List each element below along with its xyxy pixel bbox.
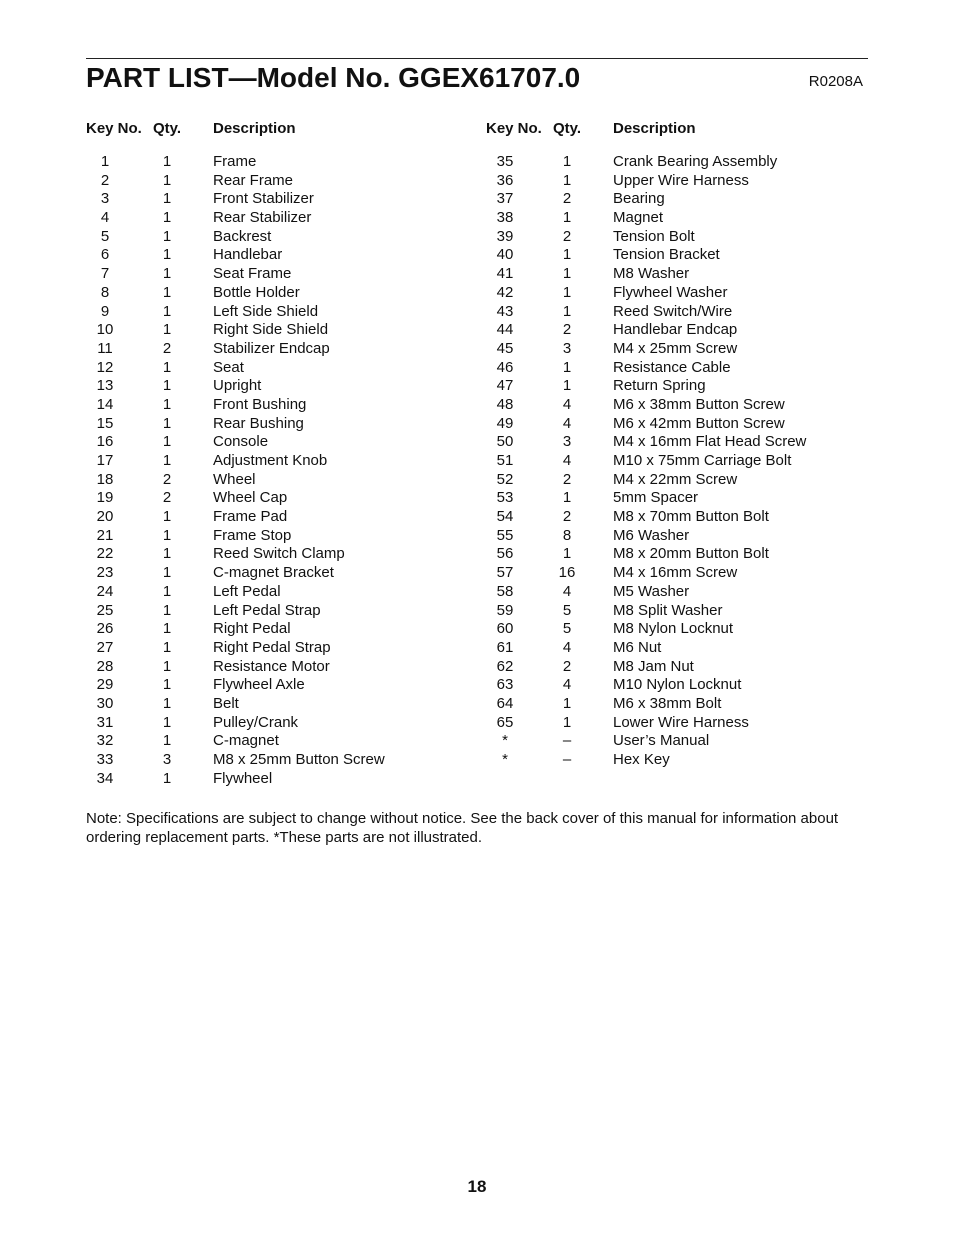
part-key-no: 25 bbox=[96, 601, 114, 619]
part-description: Seat Frame bbox=[213, 265, 292, 283]
part-key-no: 61 bbox=[496, 638, 514, 656]
part-description: Seat bbox=[213, 358, 244, 376]
part-qty: 1 bbox=[162, 638, 172, 656]
part-key-no: 11 bbox=[97, 339, 113, 357]
part-qty: 1 bbox=[562, 489, 572, 507]
part-qty: 1 bbox=[162, 769, 172, 787]
table-row bbox=[86, 452, 466, 471]
table-row bbox=[86, 209, 466, 228]
table-row bbox=[86, 620, 466, 639]
part-description: Left Pedal bbox=[213, 582, 281, 600]
part-qty: 1 bbox=[162, 564, 172, 582]
table-row bbox=[486, 489, 866, 508]
part-description: Frame bbox=[213, 153, 257, 170]
part-key-no: 40 bbox=[496, 246, 514, 264]
part-key-no: 18 bbox=[96, 470, 114, 488]
part-description: Handlebar bbox=[213, 246, 283, 264]
part-description: Bearing bbox=[613, 190, 665, 208]
part-description: Right Pedal bbox=[213, 620, 291, 638]
header-key-no: Key No. bbox=[486, 120, 542, 137]
part-qty: 1 bbox=[162, 526, 172, 544]
part-qty: 1 bbox=[162, 452, 172, 469]
table-row bbox=[486, 265, 866, 284]
part-qty: 1 bbox=[162, 582, 172, 600]
part-key-no: 13 bbox=[96, 377, 114, 395]
part-key-no: 22 bbox=[96, 545, 114, 563]
part-qty: 5 bbox=[562, 601, 572, 619]
table-row bbox=[86, 658, 466, 677]
part-qty: 1 bbox=[162, 676, 172, 694]
part-description: Frame Stop bbox=[213, 526, 292, 544]
part-qty: 4 bbox=[562, 582, 572, 600]
part-key-no: 38 bbox=[496, 209, 514, 227]
part-qty: 1 bbox=[162, 657, 172, 675]
part-key-no: * bbox=[502, 732, 508, 750]
part-description: C-magnet bbox=[213, 732, 279, 750]
part-key-no: 27 bbox=[96, 638, 114, 656]
part-description: Console bbox=[213, 433, 269, 451]
part-description: M4 x 16mm Flat Head Screw bbox=[613, 433, 807, 451]
part-key-no: 34 bbox=[96, 769, 114, 787]
table-row bbox=[486, 583, 866, 602]
page-number: 18 bbox=[467, 1177, 487, 1196]
part-key-no: 56 bbox=[496, 545, 514, 563]
part-qty: 2 bbox=[562, 470, 572, 488]
part-key-no: 15 bbox=[96, 414, 114, 432]
table-row bbox=[86, 359, 466, 378]
part-qty: 4 bbox=[562, 395, 572, 413]
part-qty: 4 bbox=[562, 452, 572, 469]
part-qty: 4 bbox=[562, 414, 572, 432]
table-row bbox=[86, 246, 466, 265]
part-key-no: 60 bbox=[496, 620, 514, 638]
table-row bbox=[486, 172, 866, 191]
table-row bbox=[86, 695, 466, 714]
table-row bbox=[86, 583, 466, 602]
part-key-no: 59 bbox=[496, 601, 514, 619]
table-row bbox=[86, 527, 466, 546]
table-header bbox=[486, 118, 866, 145]
part-key-no: 58 bbox=[496, 582, 514, 600]
part-description: Return Spring bbox=[613, 377, 706, 395]
part-qty: 1 bbox=[162, 321, 172, 339]
part-qty: 1 bbox=[562, 545, 572, 563]
part-key-no: 20 bbox=[96, 508, 114, 526]
part-key-no: 54 bbox=[496, 508, 514, 526]
part-qty: 3 bbox=[562, 339, 572, 357]
part-qty: 1 bbox=[562, 171, 572, 189]
table-row bbox=[486, 452, 866, 471]
part-description: Left Side Shield bbox=[213, 302, 319, 320]
part-description: C-magnet Bracket bbox=[213, 564, 334, 582]
table-row bbox=[486, 433, 866, 452]
part-key-no: 14 bbox=[96, 395, 114, 413]
part-qty: 5 bbox=[562, 620, 572, 638]
table-row bbox=[86, 228, 466, 247]
part-description: M8 Split Washer bbox=[613, 601, 723, 619]
part-qty: 1 bbox=[162, 713, 172, 731]
part-qty: 8 bbox=[562, 526, 572, 544]
part-key-no: 50 bbox=[496, 433, 514, 451]
part-key-no: 65 bbox=[496, 713, 514, 731]
part-key-no: 24 bbox=[96, 582, 114, 600]
table-row bbox=[486, 396, 866, 415]
part-qty: 1 bbox=[162, 358, 172, 376]
part-description: 5mm Spacer bbox=[613, 489, 699, 507]
part-description: M6 Washer bbox=[613, 526, 690, 544]
part-description: Reed Switch Clamp bbox=[213, 545, 345, 563]
table-row bbox=[486, 564, 866, 583]
part-key-no: 37 bbox=[496, 190, 514, 208]
part-qty: 2 bbox=[162, 489, 172, 507]
part-description: Tension Bracket bbox=[613, 246, 720, 264]
part-key-no: 4 bbox=[100, 209, 110, 227]
part-description: Belt bbox=[213, 694, 239, 712]
part-description: Stabilizer Endcap bbox=[213, 339, 330, 357]
part-qty: 2 bbox=[162, 470, 172, 488]
table-row bbox=[86, 471, 466, 490]
part-description: Lower Wire Harness bbox=[613, 713, 749, 731]
part-description: Backrest bbox=[213, 227, 272, 245]
part-key-no: * bbox=[502, 751, 508, 768]
table-row bbox=[86, 265, 466, 284]
part-key-no: 2 bbox=[100, 171, 110, 189]
part-description: Flywheel Washer bbox=[613, 283, 728, 301]
table-row bbox=[486, 190, 866, 209]
table-row bbox=[86, 396, 466, 415]
table-row bbox=[86, 770, 466, 789]
part-qty: 1 bbox=[162, 190, 172, 208]
part-qty: 1 bbox=[162, 694, 172, 712]
table-row bbox=[86, 415, 466, 434]
part-key-no: 7 bbox=[100, 265, 110, 283]
part-key-no: 35 bbox=[496, 153, 514, 170]
part-qty: 1 bbox=[162, 209, 172, 227]
part-description: Upper Wire Harness bbox=[613, 171, 749, 189]
part-key-no: 5 bbox=[100, 227, 110, 245]
part-description: Left Pedal Strap bbox=[213, 601, 321, 619]
part-description: M6 Nut bbox=[613, 638, 662, 656]
part-description: M4 x 25mm Screw bbox=[613, 339, 738, 357]
part-qty: 1 bbox=[562, 209, 572, 227]
part-description: Crank Bearing Assembly bbox=[613, 153, 778, 170]
table-row bbox=[86, 340, 466, 359]
part-qty: 1 bbox=[162, 171, 172, 189]
table-row bbox=[486, 676, 866, 695]
part-key-no: 28 bbox=[96, 657, 114, 675]
table-row bbox=[486, 415, 866, 434]
part-qty: 16 bbox=[558, 564, 576, 582]
document-code: R0208A bbox=[808, 73, 863, 90]
part-description: M8 x 25mm Button Screw bbox=[213, 751, 385, 768]
table-row bbox=[486, 658, 866, 677]
table-row bbox=[86, 714, 466, 733]
part-qty: 1 bbox=[162, 395, 172, 413]
part-key-no: 52 bbox=[496, 470, 514, 488]
part-qty: – bbox=[562, 732, 572, 750]
part-qty: 1 bbox=[162, 246, 172, 264]
part-qty: 1 bbox=[562, 302, 572, 320]
footnote: Note: Specifications are subject to change without notice. See the back cover of this manual for information about ordering replacement parts. *These parts are not illustrated. bbox=[86, 810, 839, 846]
part-description: Front Stabilizer bbox=[213, 190, 314, 208]
table-row bbox=[86, 377, 466, 396]
part-qty: 3 bbox=[562, 433, 572, 451]
table-row bbox=[86, 602, 466, 621]
part-description: Front Bushing bbox=[213, 395, 307, 413]
part-description: M4 x 16mm Screw bbox=[613, 564, 738, 582]
table-row bbox=[486, 321, 866, 340]
part-description: Flywheel bbox=[213, 769, 273, 787]
part-qty: 4 bbox=[562, 676, 572, 694]
part-qty: – bbox=[562, 751, 572, 768]
header-description: Description bbox=[613, 120, 696, 137]
part-key-no: 32 bbox=[96, 732, 114, 750]
part-key-no: 1 bbox=[100, 153, 110, 170]
part-qty: 1 bbox=[162, 601, 172, 619]
part-key-no: 46 bbox=[496, 358, 514, 376]
part-description: M4 x 22mm Screw bbox=[613, 470, 738, 488]
part-key-no: 53 bbox=[496, 489, 514, 507]
table-row bbox=[86, 732, 466, 751]
part-description: M10 Nylon Locknut bbox=[613, 676, 742, 694]
part-key-no: 55 bbox=[496, 526, 514, 544]
table-row bbox=[486, 153, 866, 172]
part-key-no: 30 bbox=[96, 694, 114, 712]
table-row bbox=[486, 471, 866, 490]
part-qty: 1 bbox=[562, 246, 572, 264]
part-description: Adjustment Knob bbox=[213, 452, 328, 469]
part-key-no: 47 bbox=[496, 377, 514, 395]
part-qty: 1 bbox=[562, 358, 572, 376]
part-qty: 1 bbox=[162, 302, 172, 320]
parts-table-right bbox=[486, 118, 866, 770]
part-qty: 2 bbox=[562, 227, 572, 245]
part-key-no: 26 bbox=[96, 620, 114, 638]
part-description: Tension Bolt bbox=[613, 227, 695, 245]
header-description: Description bbox=[213, 120, 296, 137]
part-key-no: 36 bbox=[496, 171, 514, 189]
part-qty: 1 bbox=[562, 153, 572, 170]
part-qty: 1 bbox=[562, 265, 572, 283]
part-description: Wheel bbox=[213, 470, 256, 488]
part-key-no: 16 bbox=[96, 433, 114, 451]
part-key-no: 21 bbox=[96, 526, 114, 544]
part-key-no: 49 bbox=[496, 414, 514, 432]
part-qty: 3 bbox=[162, 751, 172, 768]
table-row bbox=[486, 228, 866, 247]
part-description: Magnet bbox=[613, 209, 664, 227]
part-key-no: 62 bbox=[496, 657, 514, 675]
part-qty: 2 bbox=[562, 321, 572, 339]
part-description: M8 x 20mm Button Bolt bbox=[613, 545, 769, 563]
part-description: M5 Washer bbox=[613, 582, 690, 600]
part-key-no: 64 bbox=[496, 694, 514, 712]
part-qty: 1 bbox=[162, 414, 172, 432]
table-row bbox=[86, 545, 466, 564]
table-row bbox=[86, 284, 466, 303]
part-key-no: 10 bbox=[96, 321, 114, 339]
part-qty: 1 bbox=[162, 265, 172, 283]
table-row bbox=[486, 527, 866, 546]
part-qty: 1 bbox=[162, 153, 172, 170]
part-key-no: 19 bbox=[96, 489, 114, 507]
parts-rows-right bbox=[486, 153, 866, 770]
part-description: M6 x 38mm Button Screw bbox=[613, 395, 785, 413]
part-description: M8 x 70mm Button Bolt bbox=[613, 508, 769, 526]
table-row bbox=[486, 695, 866, 714]
part-description: M8 Nylon Locknut bbox=[613, 620, 734, 638]
table-row bbox=[486, 751, 866, 770]
part-key-no: 3 bbox=[100, 190, 110, 208]
part-qty: 1 bbox=[162, 620, 172, 638]
part-description: Right Side Shield bbox=[213, 321, 329, 339]
table-row bbox=[86, 564, 466, 583]
table-header bbox=[86, 118, 466, 145]
part-key-no: 42 bbox=[496, 283, 514, 301]
part-key-no: 8 bbox=[100, 283, 110, 301]
part-key-no: 33 bbox=[96, 751, 114, 768]
table-row bbox=[86, 489, 466, 508]
part-description: Resistance Motor bbox=[213, 657, 330, 675]
part-description: Handlebar Endcap bbox=[613, 321, 738, 339]
part-description: Pulley/Crank bbox=[213, 713, 299, 731]
part-key-no: 48 bbox=[496, 395, 514, 413]
parts-rows-left bbox=[86, 153, 466, 788]
part-description: Resistance Cable bbox=[613, 358, 731, 376]
table-row bbox=[486, 284, 866, 303]
table-row bbox=[86, 303, 466, 322]
part-description: Rear Bushing bbox=[213, 414, 304, 432]
part-description: Flywheel Axle bbox=[213, 676, 305, 694]
part-key-no: 29 bbox=[96, 676, 114, 694]
part-description: User’s Manual bbox=[613, 732, 710, 750]
part-qty: 1 bbox=[162, 283, 172, 301]
part-key-no: 41 bbox=[496, 265, 514, 283]
table-row bbox=[486, 602, 866, 621]
part-description: M10 x 75mm Carriage Bolt bbox=[613, 452, 792, 469]
part-qty: 2 bbox=[562, 657, 572, 675]
table-row bbox=[486, 732, 866, 751]
part-key-no: 23 bbox=[96, 564, 114, 582]
table-row bbox=[486, 246, 866, 265]
part-qty: 1 bbox=[562, 713, 572, 731]
part-qty: 1 bbox=[162, 732, 172, 750]
part-description: Bottle Holder bbox=[213, 283, 300, 301]
part-qty: 2 bbox=[562, 508, 572, 526]
top-rule bbox=[86, 58, 868, 59]
table-row bbox=[86, 433, 466, 452]
part-description: Right Pedal Strap bbox=[213, 638, 331, 656]
table-row bbox=[486, 340, 866, 359]
part-key-no: 44 bbox=[496, 321, 514, 339]
part-key-no: 6 bbox=[100, 246, 110, 264]
page-title: PART LIST—Model No. GGEX61707.0 bbox=[86, 62, 581, 93]
part-key-no: 51 bbox=[496, 452, 514, 469]
table-row bbox=[486, 545, 866, 564]
table-row bbox=[486, 639, 866, 658]
part-key-no: 57 bbox=[496, 564, 514, 582]
table-row bbox=[86, 172, 466, 191]
header-qty: Qty. bbox=[153, 120, 182, 137]
part-description: Rear Stabilizer bbox=[213, 209, 312, 227]
part-qty: 1 bbox=[162, 545, 172, 563]
table-row bbox=[86, 676, 466, 695]
part-qty: 1 bbox=[162, 508, 172, 526]
part-key-no: 9 bbox=[100, 302, 110, 320]
part-key-no: 12 bbox=[96, 358, 114, 376]
table-row bbox=[86, 153, 466, 172]
table-row bbox=[486, 303, 866, 322]
table-row bbox=[86, 321, 466, 340]
part-description: Rear Frame bbox=[213, 171, 294, 189]
part-description: Wheel Cap bbox=[213, 489, 288, 507]
part-key-no: 45 bbox=[496, 339, 514, 357]
header-qty: Qty. bbox=[553, 120, 582, 137]
table-row bbox=[486, 377, 866, 396]
part-key-no: 31 bbox=[96, 713, 114, 731]
part-qty: 4 bbox=[562, 638, 572, 656]
table-row bbox=[86, 508, 466, 527]
part-description: Frame Pad bbox=[213, 508, 288, 526]
part-description: Reed Switch/Wire bbox=[613, 302, 733, 320]
table-row bbox=[486, 714, 866, 733]
part-qty: 1 bbox=[562, 377, 572, 395]
table-row bbox=[486, 209, 866, 228]
table-row bbox=[486, 359, 866, 378]
header-key-no: Key No. bbox=[86, 120, 142, 137]
table-row bbox=[86, 751, 466, 770]
parts-table-left bbox=[86, 118, 466, 788]
part-description: Upright bbox=[213, 377, 262, 395]
part-key-no: 17 bbox=[96, 452, 114, 469]
table-row bbox=[86, 639, 466, 658]
part-key-no: 39 bbox=[496, 227, 514, 245]
table-row bbox=[86, 190, 466, 209]
part-qty: 2 bbox=[562, 190, 572, 208]
part-qty: 1 bbox=[162, 227, 172, 245]
part-description: M8 Jam Nut bbox=[613, 657, 694, 675]
part-key-no: 43 bbox=[496, 302, 514, 320]
table-row bbox=[486, 620, 866, 639]
part-description: M8 Washer bbox=[613, 265, 690, 283]
part-qty: 1 bbox=[562, 694, 572, 712]
part-qty: 1 bbox=[162, 377, 172, 395]
part-description: M6 x 38mm Bolt bbox=[613, 694, 722, 712]
table-row bbox=[486, 508, 866, 527]
part-description: M6 x 42mm Button Screw bbox=[613, 414, 785, 432]
part-qty: 2 bbox=[162, 339, 172, 357]
part-description: Hex Key bbox=[613, 751, 670, 768]
part-qty: 1 bbox=[162, 433, 172, 451]
part-key-no: 63 bbox=[496, 676, 514, 694]
part-qty: 1 bbox=[562, 283, 572, 301]
